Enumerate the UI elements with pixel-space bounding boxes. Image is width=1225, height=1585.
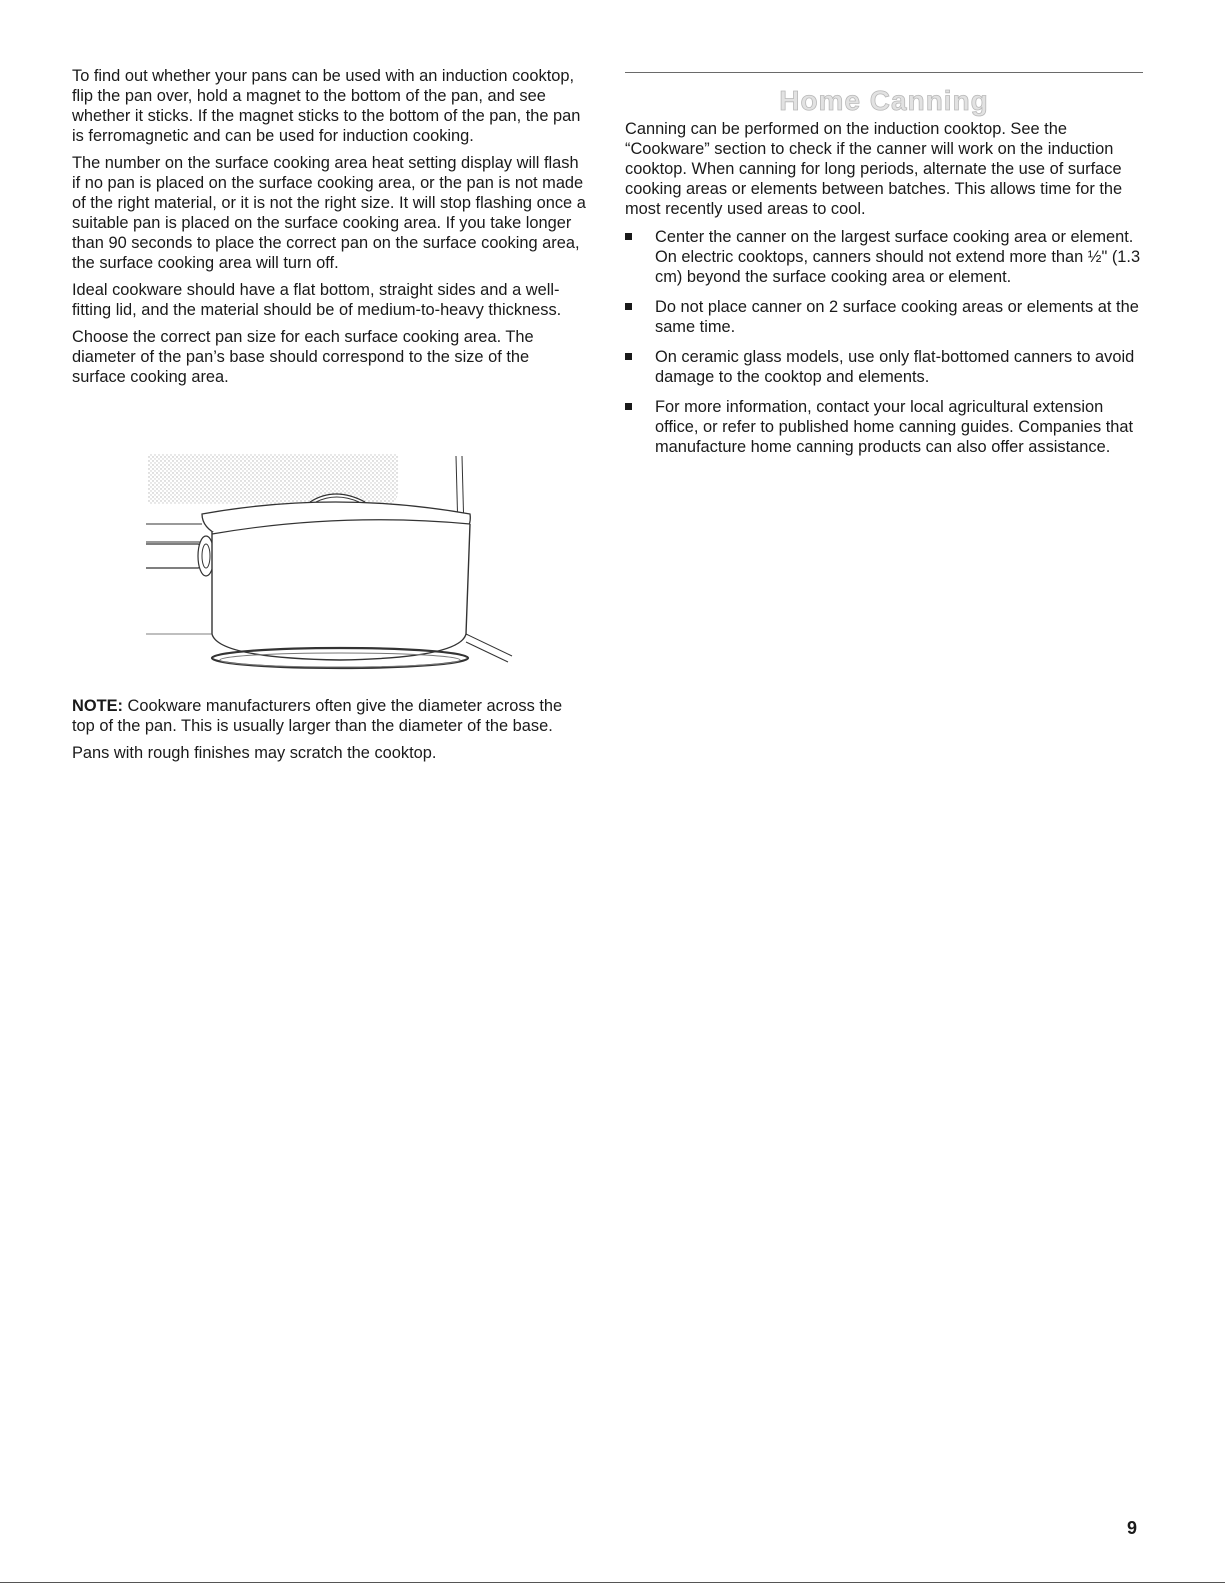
section-heading-home-canning: Home Canning <box>779 85 989 116</box>
list-item-text: For more information, contact your local agricultural extension office, or refer to published home canning guides. Companies that manufacture home canning products can also offer assistance. <box>655 398 1134 456</box>
list-item-text: Do not place canner on 2 surface cooking areas or elements at the same time. <box>655 298 1139 336</box>
pan-drawing <box>140 452 525 682</box>
list-item <box>625 227 1143 287</box>
square-bullet-icon <box>625 233 632 240</box>
list-item <box>625 297 1143 337</box>
note-text: Cookware manufacturers often give the diameter across the top of the pan. This is usually larger than the diameter of the base. <box>72 697 563 735</box>
square-bullet-icon <box>625 303 632 310</box>
square-bullet-icon <box>625 353 632 360</box>
note-paragraph <box>72 696 587 736</box>
page-bottom-edge <box>0 1582 1225 1583</box>
paragraph-canning-intro: Canning can be performed on the induction cooktop. See the “Cookware” section to check if the canner will work on the induction cooktop. When canning for long periods, alternate the use of surface cooking areas or elements between batches. This allows time for the most recently used areas to cool. <box>625 120 1123 218</box>
list-item <box>625 397 1143 457</box>
right-column <box>625 72 1143 467</box>
list-item-text: On ceramic glass models, use only flat-bottomed canners to avoid damage to the cooktop and elements. <box>655 348 1135 386</box>
note-label: NOTE: <box>72 697 123 715</box>
paragraph-pan-size: Choose the correct pan size for each surface cooking area. The diameter of the pan’s base should correspond to the size of the surface cooking area. <box>72 328 534 386</box>
note-block <box>72 696 587 770</box>
square-bullet-icon <box>625 403 632 410</box>
paragraph-flashing-display: The number on the surface cooking area heat setting display will flash if no pan is placed on the surface cooking area, or the pan is not made of the right material, or it is not the right size. It will stop flashing once a suitable pan is placed on the surface cooking area. If you take longer than 90 seconds to place the correct pan on the surface cooking area, the surface cooking area will turn off. <box>72 154 586 272</box>
page-number: 9 <box>1127 1518 1138 1538</box>
pan-on-cooktop-illustration <box>140 452 525 682</box>
section-divider <box>625 72 1143 73</box>
list-item-text: Center the canner on the largest surface cooking area or element. On electric cooktops, canners should not extend more than ½" (1.3 cm) beyond the surface cooking area or element. <box>655 228 1141 286</box>
list-item <box>625 347 1143 387</box>
canning-bullet-list <box>625 227 1143 457</box>
left-column <box>72 66 587 394</box>
paragraph-rough-finishes: Pans with rough finishes may scratch the cooktop. <box>72 744 437 762</box>
paragraph-ideal-cookware: Ideal cookware should have a flat bottom, straight sides and a well-fitting lid, and the material should be of medium-to-heavy thickness. <box>72 281 562 319</box>
paragraph-magnet-test: To find out whether your pans can be used with an induction cooktop, flip the pan over, hold a magnet to the bottom of the pan, and see whether it sticks. If the magnet sticks to the bottom of the pan, the pan is ferromagnetic and can be used for induction cooking. <box>72 67 581 145</box>
